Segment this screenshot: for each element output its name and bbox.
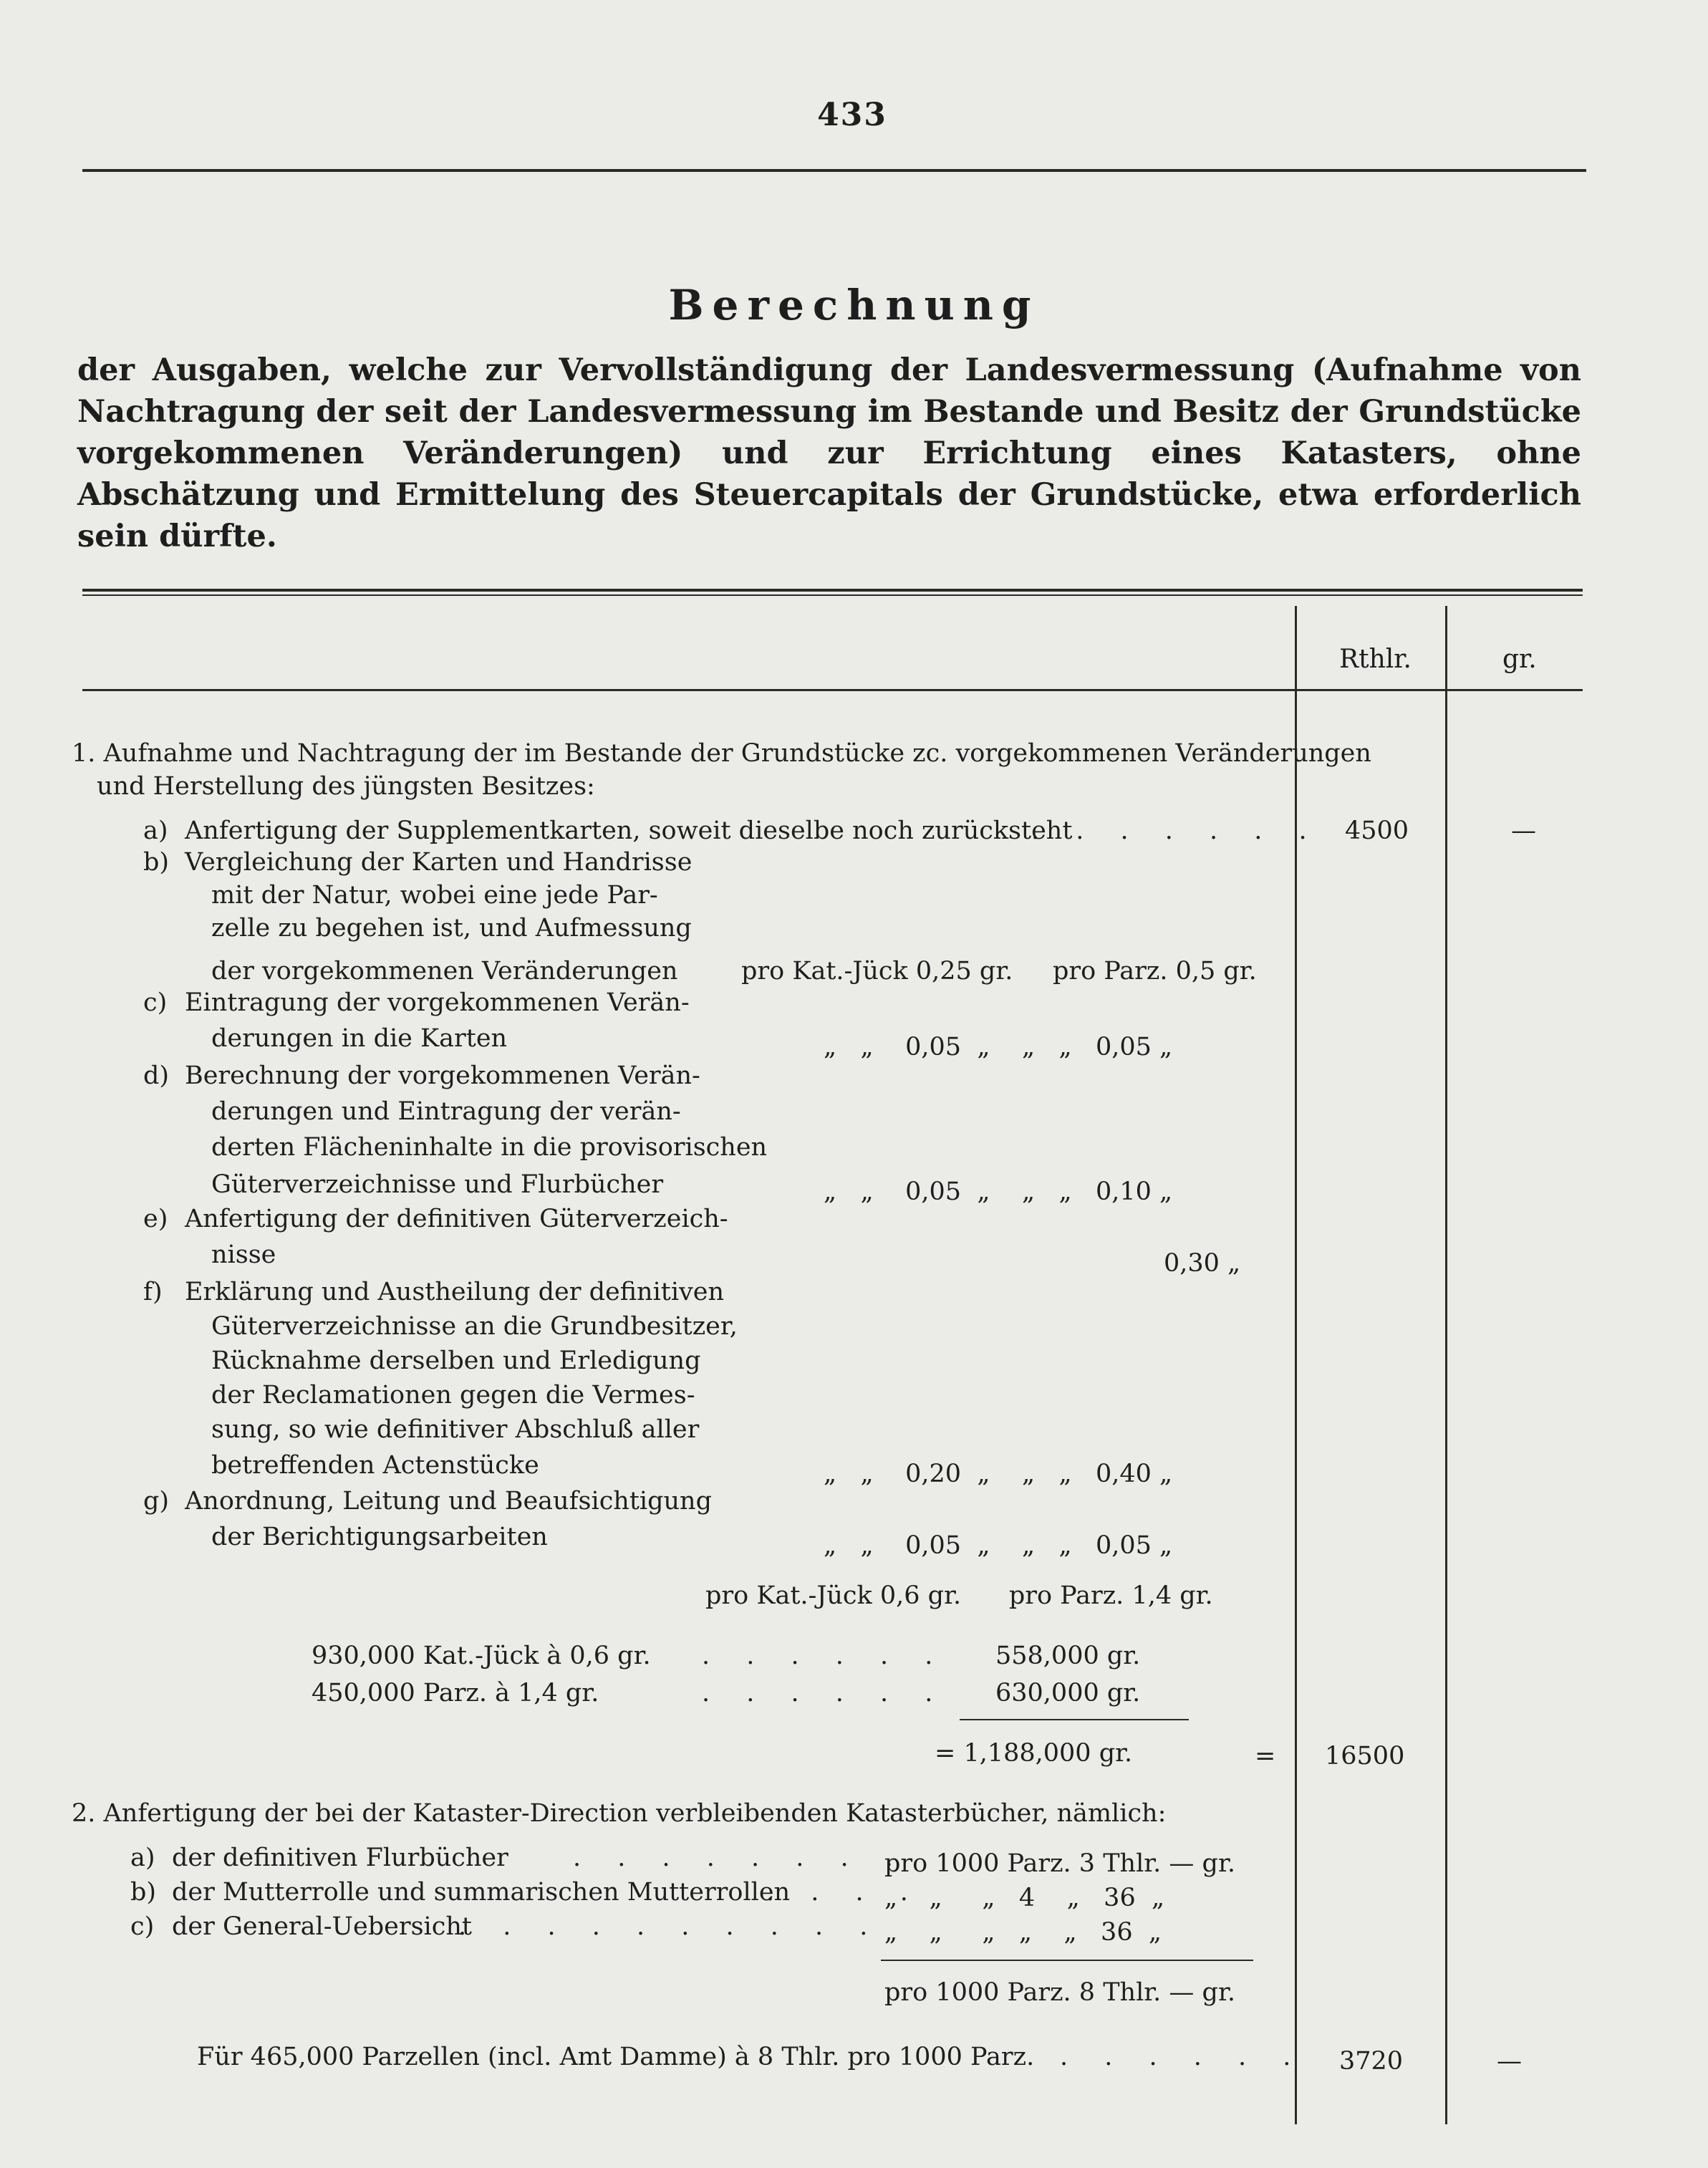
- section1-rthlr-equals: =: [1255, 1742, 1276, 1770]
- item-f-label: f): [143, 1278, 163, 1306]
- item-b-label: b): [143, 848, 170, 877]
- page-number: 433: [817, 97, 887, 133]
- item-a-label: a): [143, 816, 168, 845]
- calc-sum-rule: [960, 1719, 1189, 1720]
- section2-a-rate: pro 1000 Parz. 3 Thlr. — gr.: [884, 1849, 1235, 1878]
- section2-c-text: der General-Uebersicht: [172, 1912, 472, 1941]
- item-b-line: der vorgekommenen Veränderungen: [211, 957, 678, 986]
- item-e-line: nisse: [211, 1240, 276, 1269]
- item-g-line: Anordnung, Leitung und Beaufsichtigung: [185, 1487, 712, 1516]
- item-f-line: sung, so wie definitiver Abschluß aller: [211, 1415, 700, 1444]
- item-c-label: c): [143, 988, 168, 1017]
- section2-a-dots: . . . . . . . .: [573, 1844, 907, 1872]
- document-subtitle: [77, 350, 1581, 557]
- item-e-label: e): [143, 1205, 168, 1233]
- item-a-text: Anfertigung der Supplementkarten, soweit dieselbe noch zurücksteht: [185, 816, 1073, 845]
- section2-b-dots: . . . .: [766, 1878, 922, 1907]
- section2-c-label: c): [130, 1912, 155, 1941]
- top-rule: [82, 169, 1586, 172]
- section2-b-text: der Mutterrolle und summarischen Mutterrollen: [172, 1878, 791, 1907]
- section2-a-label: a): [130, 1844, 155, 1872]
- column-header-rthlr: Rthlr.: [1339, 645, 1412, 674]
- section2-heading: 2. Anfertigung der bei der Kataster-Direction verbleibenden Katasterbücher, nämlich:: [72, 1799, 1167, 1828]
- item-b-rate: pro Kat.-Jück 0,25 gr. pro Parz. 0,5 gr.: [741, 957, 1257, 986]
- item-d-label: d): [143, 1061, 170, 1090]
- item-f-rate: „ „ 0,20 „ „ „ 0,40 „: [824, 1460, 1173, 1488]
- item-d-line: derungen und Eintragung der verän-: [211, 1097, 681, 1126]
- item-a-gr: —: [1511, 816, 1536, 845]
- calc-line2-dots: . . . . . .: [702, 1679, 947, 1707]
- calc-line2-right: 630,000 gr.: [995, 1679, 1141, 1707]
- item-e-line: Anfertigung der definitiven Güterverzeich-: [185, 1205, 728, 1233]
- calc-line1-left: 930,000 Kat.-Jück à 0,6 gr.: [312, 1642, 651, 1670]
- section2-a-text: der definitiven Flurbücher: [172, 1844, 508, 1872]
- item-c-line: derungen in die Karten: [211, 1024, 508, 1053]
- section2-final-text: Für 465,000 Parzellen (incl. Amt Damme) à 8 Thlr. pro 1000 Parz.: [197, 2043, 1035, 2071]
- item-a-dots: . . . . . . .: [1031, 816, 1321, 845]
- item-e-rate: 0,30 „: [1164, 1249, 1241, 1278]
- table-top-rule: [82, 589, 1583, 592]
- item-d-line: Berechnung der vorgekommenen Verän-: [185, 1061, 700, 1090]
- item-f-line: betreffenden Actenstücke: [211, 1451, 539, 1480]
- item-f-line: Erklärung und Austheilung der definitiven: [185, 1278, 725, 1306]
- section2-c-dots: . . . . . . . . . .: [458, 1912, 882, 1941]
- item-a-rthlr: 4500: [1345, 816, 1409, 845]
- item-c-line: Eintragung der vorgekommenen Verän-: [185, 988, 690, 1017]
- section2-gr: —: [1497, 2047, 1522, 2076]
- section2-sum-rule: [881, 1960, 1253, 1961]
- calc-line1-dots: . . . . . .: [702, 1642, 947, 1670]
- item-b-line: mit der Natur, wobei eine jede Par-: [211, 881, 658, 910]
- item-b-line: Vergleichung der Karten und Handrisse: [185, 848, 693, 877]
- item-d-line: Güterverzeichnisse und Flurbücher: [211, 1170, 664, 1199]
- item-g-line: der Berichtigungsarbeiten: [211, 1523, 548, 1551]
- item-f-line: Güterverzeichnisse an die Grundbesitzer,: [211, 1312, 738, 1341]
- document-title: Berechnung: [668, 281, 1040, 329]
- item-d-rate: „ „ 0,05 „ „ „ 0,10 „: [824, 1177, 1173, 1206]
- item-f-line: Rücknahme derselben und Erledigung: [211, 1346, 701, 1375]
- section2-rthlr: 3720: [1339, 2047, 1404, 2076]
- section2-b-rate: „ „ „ 4 „ 36 „: [884, 1884, 1165, 1912]
- calc-line1-right: 558,000 gr.: [995, 1642, 1141, 1670]
- section1-total-rate: pro Kat.-Jück 0,6 gr. pro Parz. 1,4 gr.: [705, 1581, 1213, 1610]
- item-c-rate: „ „ 0,05 „ „ „ 0,05 „: [824, 1033, 1173, 1061]
- section2-c-rate: „ „ „ „ „ 36 „: [884, 1918, 1162, 1947]
- section1-rthlr: 16500: [1325, 1742, 1405, 1770]
- section2-sum-rate: pro 1000 Parz. 8 Thlr. — gr.: [884, 1978, 1235, 2007]
- table-header-rule: [82, 689, 1583, 691]
- section1-heading-line1: 1. Aufnahme und Nachtragung der im Bestande der Grundstücke zc. vorgekommenen Veränderungen: [72, 739, 1371, 768]
- section1-heading-line2: und Herstellung des jüngsten Besitzes:: [97, 772, 595, 801]
- section2-final-dots: . . . . . .: [1060, 2043, 1306, 2071]
- subtitle-text: der Ausgaben, welche zur Vervollständigung der Landesvermessung (Aufnahme von Nachtragung der seit der Landesvermessung im Bestande und Besitz der Grundstücke vorgekommenen Veränderungen) und zur Errichtung eines Katasters, ohne Abschätzung und Ermittelung des Steuercapitals der Grundstücke, etwa erforderlich sein dürfte.: [77, 352, 1581, 554]
- section2-b-label: b): [130, 1878, 157, 1907]
- column-header-gr: gr.: [1502, 645, 1537, 674]
- item-g-rate: „ „ 0,05 „ „ „ 0,05 „: [824, 1531, 1173, 1560]
- column-divider-middle: [1445, 606, 1447, 2124]
- item-f-line: der Reclamationen gegen die Vermes-: [211, 1381, 695, 1410]
- table-top-rule-thin: [82, 594, 1583, 596]
- item-d-line: derten Flächeninhalte in die provisorischen: [211, 1133, 768, 1162]
- item-g-label: g): [143, 1487, 170, 1516]
- calc-total: = 1,188,000 gr.: [935, 1739, 1133, 1768]
- calc-line2-left: 450,000 Parz. à 1,4 gr.: [312, 1679, 599, 1707]
- item-b-line: zelle zu begehen ist, und Aufmessung: [211, 914, 692, 943]
